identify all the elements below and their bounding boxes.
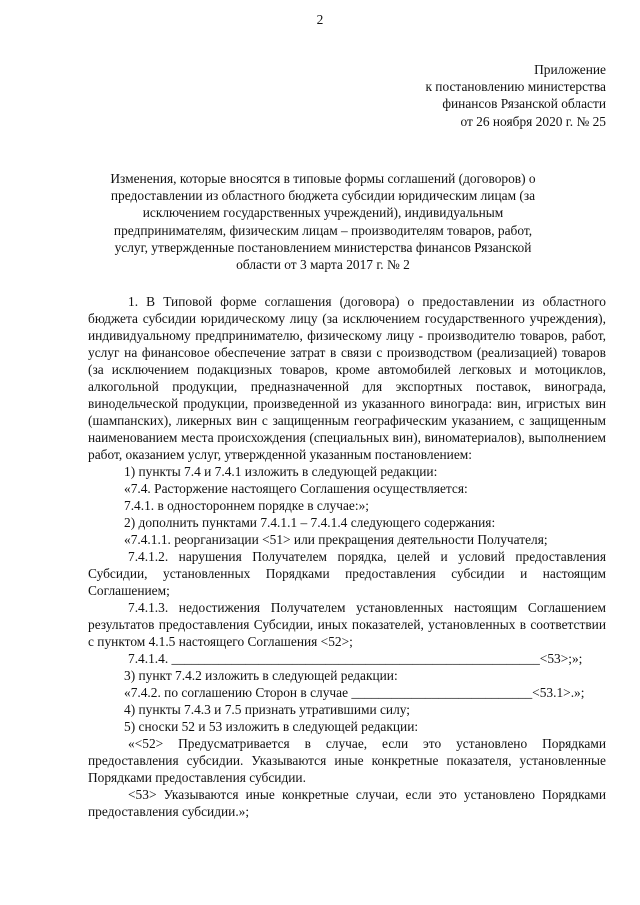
paragraph-clause-7-4-1-2: 7.4.1.2. нарушения Получателем порядка, целей и условий предоставления Субсидии, установленных Порядками предоставления субсидии и настоящим Соглашением; (88, 549, 606, 598)
appendix-line-1: Приложение (534, 62, 606, 77)
appendix-line-2: к постановлению министерства (425, 79, 606, 95)
paragraph-clause-7-4-1-4: 7.4.1.4. _______________________________________________________<53>;»; (128, 651, 583, 666)
paragraph-item-4: 4) пункты 7.4.3 и 7.5 признать утратившими силу; (124, 702, 411, 717)
appendix-line-3: финансов Рязанской области (442, 96, 606, 112)
paragraph-clause-7-4-2: «7.4.2. по соглашению Сторон в случае ___________________________<53.1>.»; (124, 685, 585, 700)
paragraph-item-2: 2) дополнить пунктами 7.4.1.1 – 7.4.1.4 следующего содержания: (124, 515, 496, 530)
paragraph-item-1: 1) пункты 7.4 и 7.4.1 изложить в следующей редакции: (124, 464, 438, 479)
document-heading: Изменения, которые вносятся в типовые формы соглашений (договоров) о предоставлении из областного бюджета субсидии юридическим лицам (за исключением государственных учреждений), индивидуальным предпринимателям, физическим лицам – производителям товаров, работ, услуг, утвержденные постановлением министерства финансов Рязанской области от 3 марта 2017 г. № 2 (110, 171, 536, 273)
paragraph-footnote-53: <53> Указываются иные конкретные случаи, если это установлено Порядками предоставления субсидии.»; (88, 787, 606, 819)
paragraph-clause-7-4-1: 7.4.1. в одностороннем порядке в случае:»; (124, 498, 370, 513)
appendix-line-4: от 26 ноября 2020 г. № 25 (460, 113, 606, 129)
paragraph-item-3: 3) пункт 7.4.2 изложить в следующей редакции: (124, 668, 398, 683)
paragraph-clause-7-4-1-1: «7.4.1.1. реорганизации <51> или прекращения деятельности Получателя; (124, 532, 548, 547)
appendix-block (425, 61, 606, 130)
paragraph-intro: 1. В Типовой форме соглашения (договора) о предоставлении из областного бюджета субсидии юридическому лицу (за исключением государственного учреждения), индивидуальному предпринимателю, физическому лицу - производителю товаров, работ, услуг на финансовое обеспечение затрат в связи с производством (реализацией) товаров (за исключением подакцизных товаров, кроме автомобилей легковых и мотоциклов, алкогольной продукции, предназначенной для экспортных поставок, винограда, винодельческой продукции, произведенной из указанного винограда: вин, игристых вин (шампанских), ликерных вин с защищенным географическим указанием, с защищенным наименованием места происхождения (специальных вин), виноматериалов), выполнением работ, оказанием услуг, утвержденной указанным постановлением: (88, 294, 606, 462)
paragraph-footnote-52: «<52> Предусматривается в случае, если это установлено Порядками предоставления субсидии. Указываются иные конкретные показателя, установленные Порядками предоставления субсидии. (88, 736, 606, 785)
paragraph-clause-7-4: «7.4. Расторжение настоящего Соглашения осуществляется: (124, 481, 468, 496)
document-body (88, 293, 606, 820)
paragraph-item-5: 5) сноски 52 и 53 изложить в следующей редакции: (124, 719, 419, 734)
page-number: 2 (316, 12, 324, 27)
paragraph-clause-7-4-1-3: 7.4.1.3. недостижения Получателем установленных настоящим Соглашением результатов предоставления Субсидии, иных показателей, установленных в соответствии с пунктом 4.1.5 настоящего Соглашения <52>; (88, 600, 606, 649)
